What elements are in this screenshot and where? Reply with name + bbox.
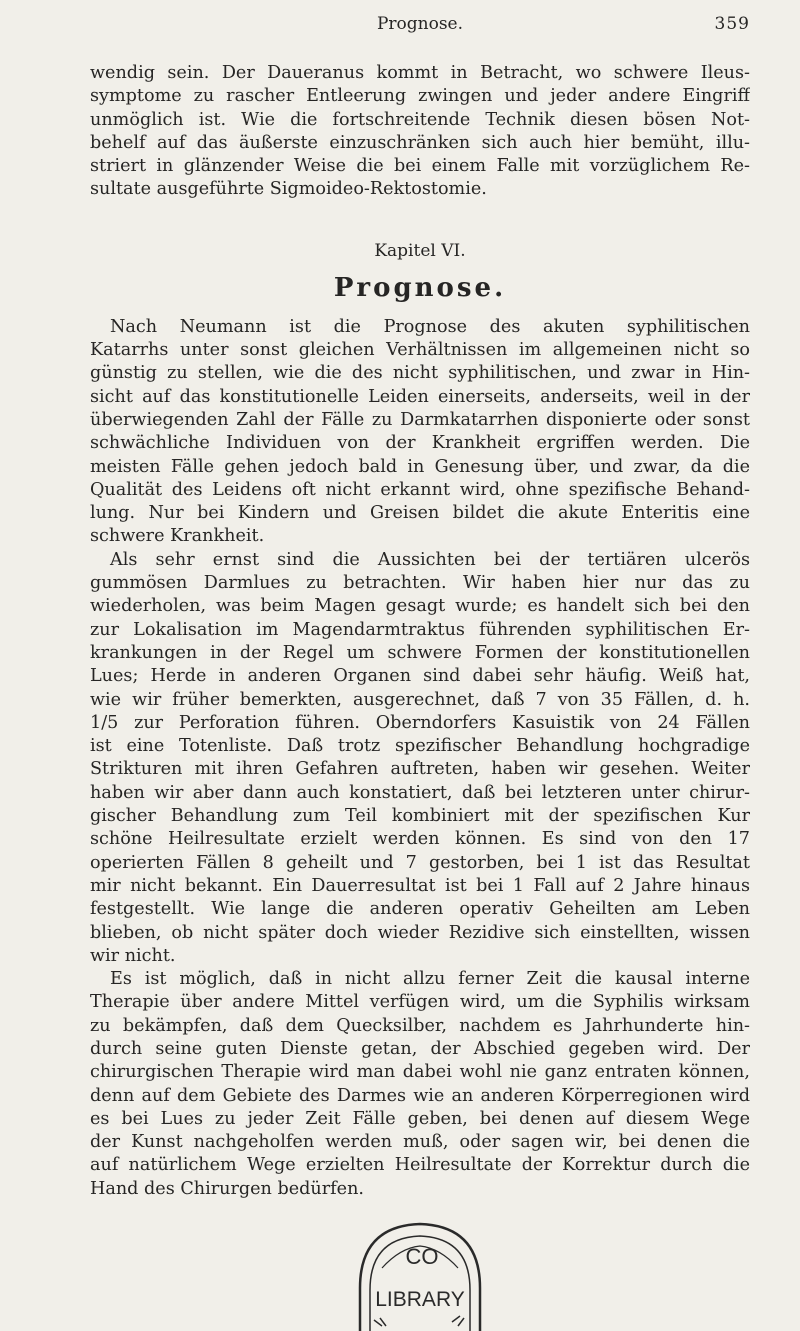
- text-line: schöne Heilresultate erzielt werden können. Es sind von den 17: [90, 829, 750, 850]
- body-text: [90, 62, 750, 1201]
- text-line: wir nicht.: [90, 945, 176, 966]
- text-line: überwiegenden Zahl der Fälle zu Darmkatarrhen disponierte oder sonst: [90, 409, 750, 430]
- text-line: chirurgischen Therapie wird man dabei wohl nie ganz entraten können,: [90, 1062, 750, 1083]
- text-line: Es ist möglich, daß in nicht allzu ferner Zeit die kausal interne: [110, 969, 750, 990]
- text-line: günstig zu stellen, wie die des nicht syphilitischen, und zwar in Hin-: [90, 363, 750, 384]
- running-header: [90, 14, 750, 44]
- text-line: blieben, ob nicht später doch wieder Rezidive sich einstellten, wissen: [90, 922, 750, 943]
- text-line: symptome zu rascher Entleerung zwingen und jeder andere Eingriff: [90, 86, 750, 107]
- stamp-center-text: LIBRARY: [375, 1288, 465, 1311]
- text-line: gischer Behandlung zum Teil kombiniert mit der spezifischen Kur: [90, 806, 750, 827]
- library-stamp-graphic: [340, 1218, 500, 1331]
- library-stamp: [340, 1218, 500, 1331]
- text-line: Als sehr ernst sind die Aussichten bei der tertiären ulcerös: [110, 549, 750, 570]
- text-line: Hand des Chirurgen bedürfen.: [90, 1178, 365, 1199]
- text-line: wie wir früher bemerkten, ausgerechnet, daß 7 von 35 Fällen, d. h.: [90, 689, 750, 710]
- page-number: 359: [714, 14, 750, 34]
- chapter-label: Kapitel VI.: [374, 240, 466, 261]
- text-line: der Kunst nachgeholfen werden muß, oder sagen wir, bei denen die: [90, 1132, 750, 1153]
- text-line: lung. Nur bei Kindern und Greisen bildet die akute Enteritis eine: [90, 503, 750, 524]
- paragraph-1: [90, 316, 750, 549]
- text-line: haben wir aber dann auch konstatiert, daß bei letzteren unter chirur-: [90, 782, 750, 803]
- stamp-top-text: CO: [405, 1244, 439, 1269]
- text-line: unmöglich ist. Wie die fortschreitende Technik diesen bösen Not-: [90, 109, 750, 130]
- text-line: striert in glänzender Weise die bei einem Falle mit vorzüglichem Re-: [90, 156, 750, 177]
- text-line: operierten Fällen 8 geheilt und 7 gestorben, bei 1 ist das Resultat: [90, 852, 750, 873]
- text-line: zur Lokalisation im Magendarmtraktus führenden syphilitischen Er-: [90, 619, 750, 640]
- text-line: mir nicht bekannt. Ein Dauerresultat ist bei 1 Fall auf 2 Jahre hinaus: [90, 875, 750, 896]
- text-line: meisten Fälle gehen jedoch bald in Genesung über, und zwar, da die: [90, 456, 750, 477]
- text-line: krankungen in der Regel um schwere Formen der konstitutionellen: [90, 642, 750, 663]
- text-line: schwere Krankheit.: [90, 526, 265, 547]
- text-line: Nach Neumann ist die Prognose des akuten syphilitischen: [110, 316, 750, 337]
- text-line: denn auf dem Gebiete des Darmes wie an anderen Körperregionen wird: [90, 1085, 750, 1106]
- text-line: Katarrhs unter sonst gleichen Verhältnissen im allgemeinen nicht so: [90, 340, 750, 361]
- text-line: sicht auf das konstitutionelle Leiden einerseits, anderseits, weil in der: [90, 386, 750, 407]
- text-line: Lues; Herde in anderen Organen sind dabei sehr häufig. Weiß hat,: [90, 666, 750, 687]
- text-line: Strikturen mit ihren Gefahren auftreten, haben wir gesehen. Weiter: [90, 759, 750, 780]
- text-line: wendig sein. Der Daueranus kommt in Betracht, wo schwere Ileus-: [90, 63, 750, 83]
- text-line: Therapie über andere Mittel verfügen wird, um die Syphilis wirksam: [90, 992, 750, 1013]
- section-heading: Prognose.: [333, 272, 507, 303]
- text-line: 1/5 zur Perforation führen. Oberndorfers Kasuistik von 24 Fällen: [90, 712, 750, 733]
- text-line: sultate ausgeführte Sigmoideo-Rektostomie.: [90, 179, 487, 200]
- paragraph-3: [90, 968, 750, 1201]
- running-title: Prognose.: [376, 14, 464, 34]
- text-line: Qualität des Leidens oft nicht erkannt wird, ohne spezifische Behand-: [90, 479, 750, 500]
- text-line: wiederholen, was beim Magen gesagt wurde; es handelt sich bei den: [90, 596, 750, 617]
- paragraph-intro: [90, 62, 750, 202]
- text-line: festgestellt. Wie lange die anderen operativ Geheilten am Leben: [90, 899, 750, 920]
- text-line: schwächliche Individuen von der Krankheit ergriffen werden. Die: [90, 433, 750, 454]
- text-line: auf natürlichem Wege erzielten Heilresultate der Korrektur durch die: [90, 1155, 750, 1176]
- text-line: es bei Lues zu jeder Zeit Fälle geben, bei denen auf diesem Wege: [90, 1108, 750, 1129]
- text-line: gummösen Darmlues zu betrachten. Wir haben hier nur das zu: [90, 573, 750, 594]
- text-line: behelf auf das äußerste einzuschränken sich auch hier bemüht, illu-: [90, 132, 750, 153]
- text-line: ist eine Totenliste. Daß trotz spezifischer Behandlung hochgradige: [90, 736, 750, 757]
- paragraph-2: [90, 549, 750, 968]
- text-line: zu bekämpfen, daß dem Quecksilber, nachdem es Jahrhunderte hin-: [90, 1015, 750, 1036]
- text-line: durch seine guten Dienste getan, der Abschied gegeben wird. Der: [90, 1038, 750, 1059]
